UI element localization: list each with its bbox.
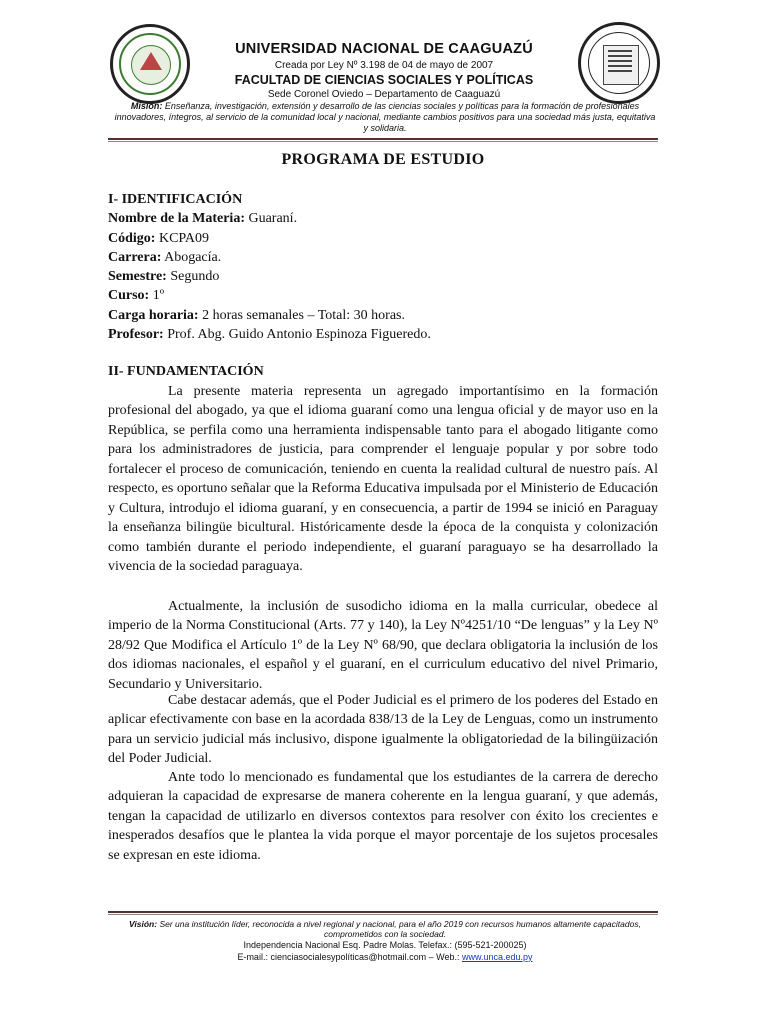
field-label: Código: <box>108 231 156 246</box>
vision-statement <box>112 919 658 939</box>
creation-law: Creada por Ley Nº 3.198 de 04 de mayo de 2007 <box>274 60 494 71</box>
university-name: UNIVERSIDAD NACIONAL DE CAAGUAZÚ <box>235 41 533 57</box>
field-value: Segundo <box>166 269 220 284</box>
field-value: KCPA09 <box>155 231 210 246</box>
header-divider <box>108 138 658 140</box>
field-value: Guaraní. <box>244 211 298 226</box>
university-seal-icon <box>110 24 190 104</box>
paragraph-1: La presente materia representa un agregado importantísimo en la formación profesional del abogado, ya que el idioma guaraní como una lengua oficial y de mayor uso en la República, se perfila como una herramienta indispensable tanto para el abogado litigante como para los administradores de justicia, para comprender el lenguaje popular y por sobre todo fortalecer el proceso de comunicación, teniendo en cuenta la realidad cultural de nuestro país. Al respecto, es oportuno señalar que la Reforma Educativa impulsada por el Ministerio de Educación y Cultura, introdujo el idioma guaraní, y en consecuencia, a partir de 1994 se inició en Paraguay la enseñanza bilingüe bicultural. Históricamente desde la época de la conquista y colonización como también durante el periodo independiente, el guaraní paraguayo se ha desarrollado la vivencia de la sociedad paraguaya. <box>108 384 658 575</box>
field-value: 2 horas semanales – Total: 30 horas. <box>198 308 405 323</box>
field-semester <box>108 268 219 286</box>
field-subject <box>108 210 297 228</box>
header-divider-thin <box>108 141 658 142</box>
paragraph-4: Ante todo lo mencionado es fundamental que los estudiantes de la carrera de derecho adquieran la capacidad de expresarse de manera coherente en la lengua guaraní, y que además, tengan la capacidad de utilizarlo en diversos contextos para resolver con éxito los crecientes e inesperados desafíos que le plantea la vida porque el mayor porcentaje de los sujetos procesales se expresan en este idioma. <box>108 770 658 863</box>
footer-divider-thin <box>108 914 658 915</box>
page-title: PROGRAMA DE ESTUDIO <box>281 151 485 168</box>
footer-email: E-mail.: cienciasocialesypolíticas@hotmail.com – Web.: <box>237 952 462 962</box>
field-value: Prof. Abg. Guido Antonio Espinoza Figueredo. <box>163 327 431 342</box>
faculty-seal-icon <box>578 22 660 104</box>
website-link[interactable]: www.unca.edu.py <box>462 952 533 962</box>
field-label: Nombre de la Materia: <box>108 211 245 226</box>
mission-text: Enseñanza, investigación, extensión y desarrollo de las ciencias sociales y políticas para la formación de profesionales innovadores, íntegros, al servicio de la comunidad local y nacional, mediante cambios positivos para una sociedad más justa, equitativa y solidaria. <box>114 101 656 133</box>
paragraph-2: Actualmente, la inclusión de susodicho idioma en la malla curricular, obedece al imperio de la Norma Constitucional (Arts. 77 y 140), la Ley Nº4251/10 “De lenguas” y la Ley Nº 28/92 Que Modifica el Artículo 1º de la Ley Nº 68/90, que declara obligatoria la inclusión de los dos idiomas nacionales, el español y el guaraní, en el curriculum educativo del nivel Primario, Secundario y Universitario. <box>108 599 658 692</box>
mission-statement <box>112 101 658 134</box>
footer-address: Independencia Nacional Esq. Padre Molas. Telefax.: (595-521-200025) <box>243 940 527 950</box>
footer-contact <box>112 952 658 963</box>
field-label: Semestre: <box>108 269 167 284</box>
faculty-name: FACULTAD DE CIENCIAS SOCIALES Y POLÍTICAS <box>234 73 534 87</box>
field-value: 1º <box>149 288 165 303</box>
field-professor <box>108 326 431 344</box>
mission-label: Misión: <box>130 101 163 111</box>
vision-text: Ser una institución líder, reconocida a nivel regional y nacional, para el año 2019 con recursos humanos altamente capacitados, comprometidos con la sociedad. <box>159 919 641 939</box>
campus-name: Sede Coronel Oviedo – Departamento de Caaguazú <box>267 89 501 100</box>
field-label: Carrera: <box>108 250 162 265</box>
field-label: Carga horaria: <box>108 308 199 323</box>
section-identification-heading: I- IDENTIFICACIÓN <box>108 192 243 207</box>
field-hours <box>108 307 405 325</box>
footer-divider <box>108 911 658 913</box>
section-fundamentacion-heading: II- FUNDAMENTACIÓN <box>108 364 264 379</box>
field-label: Curso: <box>108 288 150 303</box>
vision-label: Visión: <box>129 919 158 929</box>
field-value: Abogacía. <box>161 250 222 265</box>
field-career <box>108 249 221 267</box>
field-label: Profesor: <box>108 327 164 342</box>
field-course <box>108 287 164 305</box>
field-code <box>108 230 209 248</box>
paragraph-3: Cabe destacar además, que el Poder Judicial es el primero de los poderes del Estado en aplicar efectivamente con base en la acordada 838/13 de la Ley de Lenguas, como un instrumento para un servicio judicial más inclusivo, dispone igualmente la obligatoriedad de la bilingüización del Poder Judicial. <box>108 693 658 767</box>
